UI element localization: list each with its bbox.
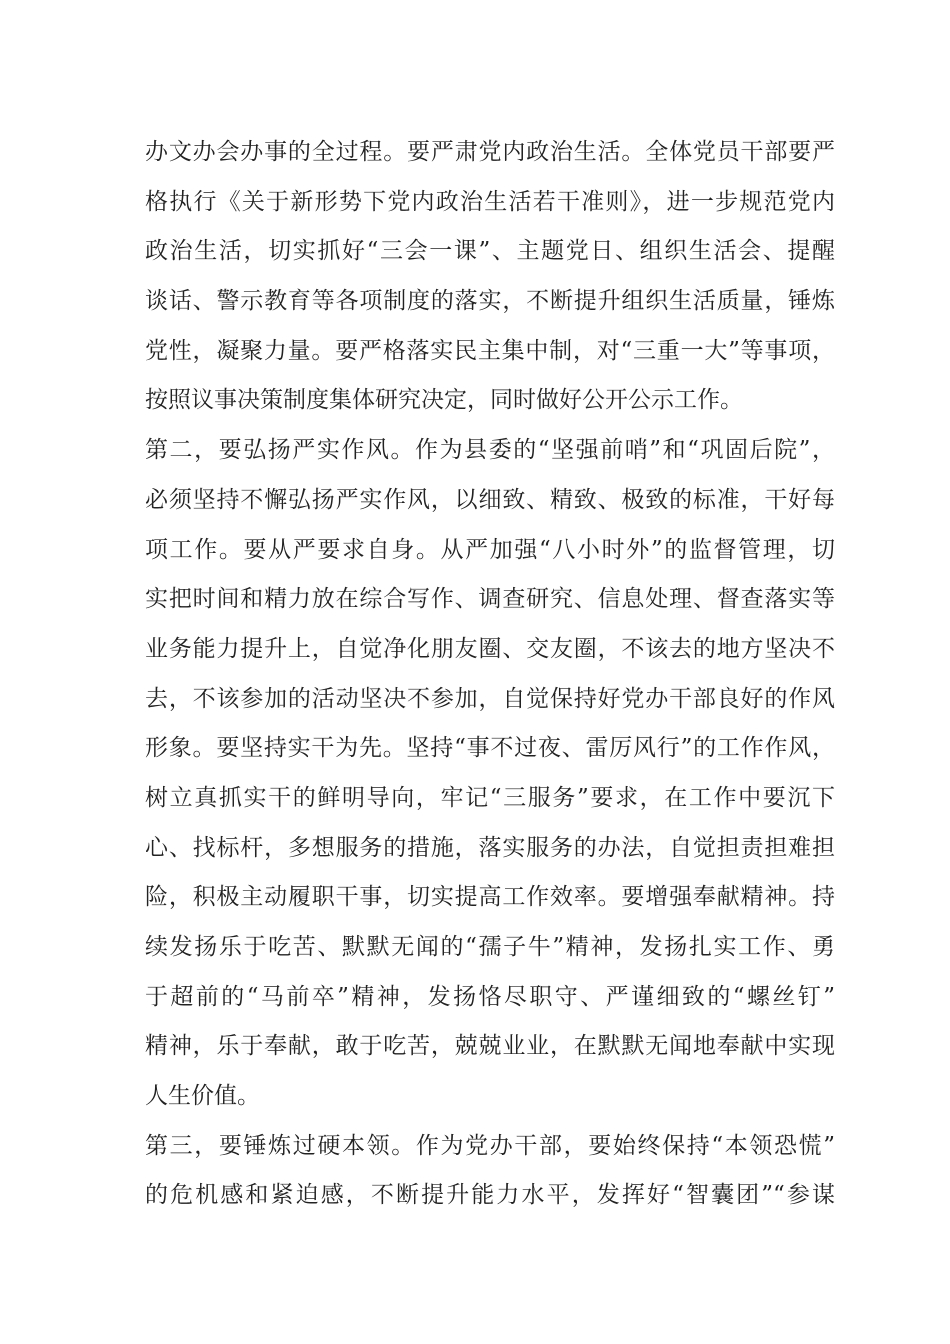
- text-line: 第二，要弘扬严实作风。作为县委的“坚强前哨”和“巩固后院”，: [145, 437, 835, 464]
- text-line: 第三，要锤炼过硬本领。作为党办干部，要始终保持“本领恐慌”: [145, 1132, 835, 1159]
- text-line: 党性，凝聚力量。要严格落实民主集中制，对“三重一大”等事项，: [145, 337, 835, 364]
- text-line: 精神，乐于奉献，敢于吃苦，兢兢业业，在默默无闻地奉献中实现: [145, 1033, 835, 1060]
- text-line: 项工作。要从严要求自身。从严加强“八小时外”的监督管理，切: [145, 536, 835, 563]
- text-line: 形象。要坚持实干为先。坚持“事不过夜、雷厉风行”的工作作风，: [145, 735, 835, 762]
- text-line: 业务能力提升上，自觉净化朋友圈、交友圈，不该去的地方坚决不: [145, 635, 835, 662]
- text-line: 的危机感和紧迫感，不断提升能力水平，发挥好“智囊团”“参谋: [145, 1182, 835, 1209]
- text-line: 办文办会办事的全过程。要严肃党内政治生活。全体党员干部要严: [145, 139, 835, 165]
- text-line: 续发扬乐于吃苦、默默无闻的“孺子牛”精神，发扬扎实工作、勇: [145, 934, 835, 960]
- text-line: 树立真抓实干的鲜明导向，牢记“三服务”要求，在工作中要沉下: [145, 784, 835, 811]
- text-line: 必须坚持不懈弘扬严实作风，以细致、精致、极致的标准，干好每: [145, 486, 835, 513]
- text-line: 谈话、警示教育等各项制度的落实，不断提升组织生活质量，锤炼: [145, 288, 835, 315]
- text-line: 人生价值。: [145, 1083, 260, 1110]
- text-line: 于超前的“马前卒”精神，发扬恪尽职守、严谨细致的“螺丝钉”: [145, 983, 835, 1010]
- text-line: 去，不该参加的活动坚决不参加，自觉保持好党办干部良好的作风: [145, 685, 835, 712]
- text-line: 险，积极主动履职干事，切实提高工作效率。要增强奉献精神。持: [145, 884, 835, 911]
- document-body: [145, 128, 835, 1221]
- text-line: 心、找标杆，多想服务的措施，落实服务的办法，自觉担责担难担: [145, 834, 835, 861]
- text-line: 政治生活，切实抓好“三会一课”、主题党日、组织生活会、提醒: [145, 238, 835, 265]
- text-line: 实把时间和精力放在综合写作、调查研究、信息处理、督查落实等: [145, 586, 835, 613]
- text-line: 按照议事决策制度集体研究决定，同时做好公开公示工作。: [145, 387, 743, 414]
- text-line: 格执行《关于新形势下党内政治生活若干准则》，进一步规范党内: [145, 188, 835, 215]
